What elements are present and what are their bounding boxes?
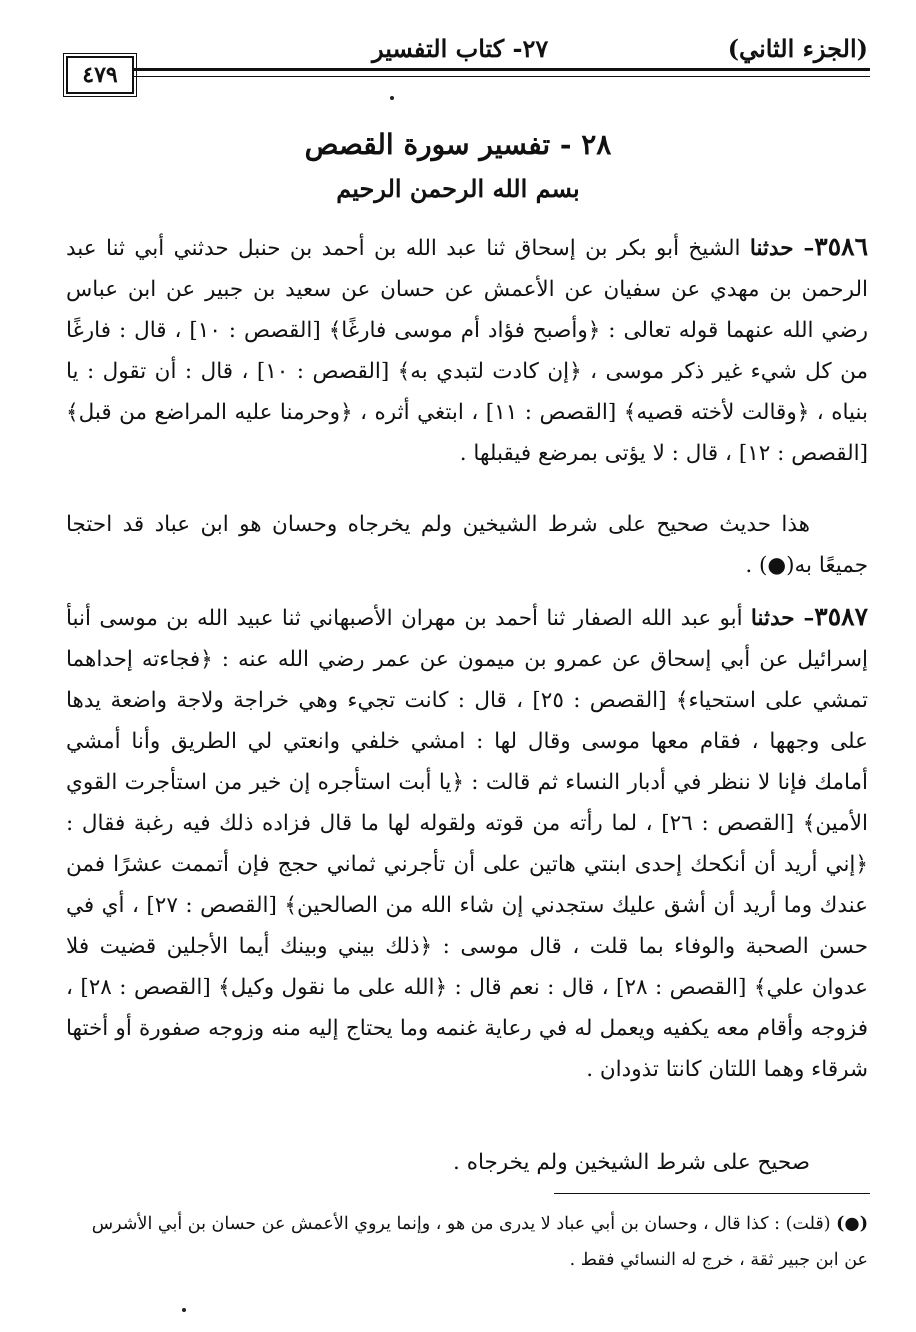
hadith-label: – حدثنا — [750, 606, 815, 631]
surah-title: ٢٨ - تفسير سورة القصص — [304, 128, 612, 161]
hadith-label: – حدثنا — [749, 236, 815, 261]
hadith-3587-comment — [66, 1142, 868, 1183]
hadith-number: ٣٥٨٧ — [814, 602, 868, 631]
hadith-text: أبو عبد الله الصفار ثنا أحمد بن مهران الأصبهاني ثنا عبيد الله بن موسى أنبأ إسرائيل عن أبي إسحاق عن عمرو بن ميمون عن عمر رضي الله عنه : ﴿فجاءته إحداهما تمشي على استحياء﴾ [القصص : ٢٥] ، قال : كانت تجيء وهي خراجة ولاجة واضعة يدها على وجهها ، فقام معها موسى وقال لها : امشي خلفي وانعتي لي الطريق وأنا أمشي أمامك فإنا لا ننظر في أدبار النساء ثم قالت : ﴿يا أبت استأجره إن خير من استأجرت القوي الأمين﴾ [القصص : ٢٦] ، لما رأته من قوته ولقوله لها ما قال فزاده ذلك فيه رغبة فقال : ﴿إني أريد أن أنكحك إحدى ابنتي هاتين على أن تأجرني ثماني حجج فإن أتممت عشرًا فمن عندك وما أريد أن أشق عليك ستجدني إن شاء الله من الصالحين﴾ [القصص : ٢٧] ، أي في حسن الصحبة والوفاء بما قلت ، قال موسى : ﴿ذلك بيني وبينك أيما الأجلين قضيت فلا عدوان علي﴾ [القصص : ٢٨] ، قال : نعم قال : ﴿الله على ما نقول وكيل﴾ [القصص : ٢٨] ، فزوجه وأقام معه يكفيه ويعمل له في رعاية غنمه وما يحتاج إليه منه وزوجه صفورة أو أختها شرقاء وهما اللتان كانتا تذودان . — [66, 606, 868, 1082]
ink-speck — [182, 1308, 186, 1312]
footnote-rule — [554, 1193, 870, 1194]
hadith-number: ٣٥٨٦ — [814, 232, 868, 261]
comment-text: صحيح على شرط الشيخين ولم يخرجاه . — [453, 1150, 810, 1175]
hadith-text: الشيخ أبو بكر بن إسحاق ثنا عبد الله بن أحمد بن حنبل حدثني أبي ثنا عبد الرحمن بن مهدي عن سفيان عن الأعمش عن حسان عن سعيد بن جبير عن ابن عباس رضي الله عنهما قوله تعالى : ﴿وأصبح فؤاد أم موسى فارغًا﴾ [القصص : ١٠] ، قال : فارغًا من كل شيء غير ذكر موسى ، ﴿إن كادت لتبدي به﴾ [القصص : ١٠] ، قال : أن تقول : يا بنياه ، ﴿وقالت لأخته قصيه﴾ [القصص : ١١] ، ابتغي أثره ، ﴿وحرمنا عليه المراضع من قبل﴾ [القصص : ١٢] ، قال : لا يؤتى بمرضع فيقبلها . — [66, 236, 868, 466]
running-header-volume: (الجزء الثاني) — [727, 34, 868, 63]
page-number: ٤٧٩ — [66, 56, 134, 94]
basmala: بسم الله الرحمن الرحيم — [336, 174, 580, 203]
comment-text: هذا حديث صحيح على شرط الشيخين ولم يخرجاه وحسان هو ابن عباد قد احتجا جميعًا به(●) . — [66, 512, 868, 578]
header-rule — [132, 68, 870, 71]
footnote-mark: (●) — [836, 1214, 868, 1234]
hadith-3586-comment — [66, 504, 868, 586]
hadith-3587 — [66, 596, 868, 1090]
running-header-book: ٢٧- كتاب التفسير — [372, 34, 549, 63]
ink-speck — [390, 96, 394, 100]
footnote-text: (قلت) : كذا قال ، وحسان بن أبي عباد لا يدرى من هو ، وإنما يروي الأعمش عن حسان بن أبي الأشرس عن ابن جبير ثقة ، خرج له النسائي فقط . — [91, 1214, 868, 1270]
footnote — [70, 1206, 868, 1278]
hadith-3586 — [66, 226, 868, 474]
header-rule-thin — [132, 76, 870, 77]
